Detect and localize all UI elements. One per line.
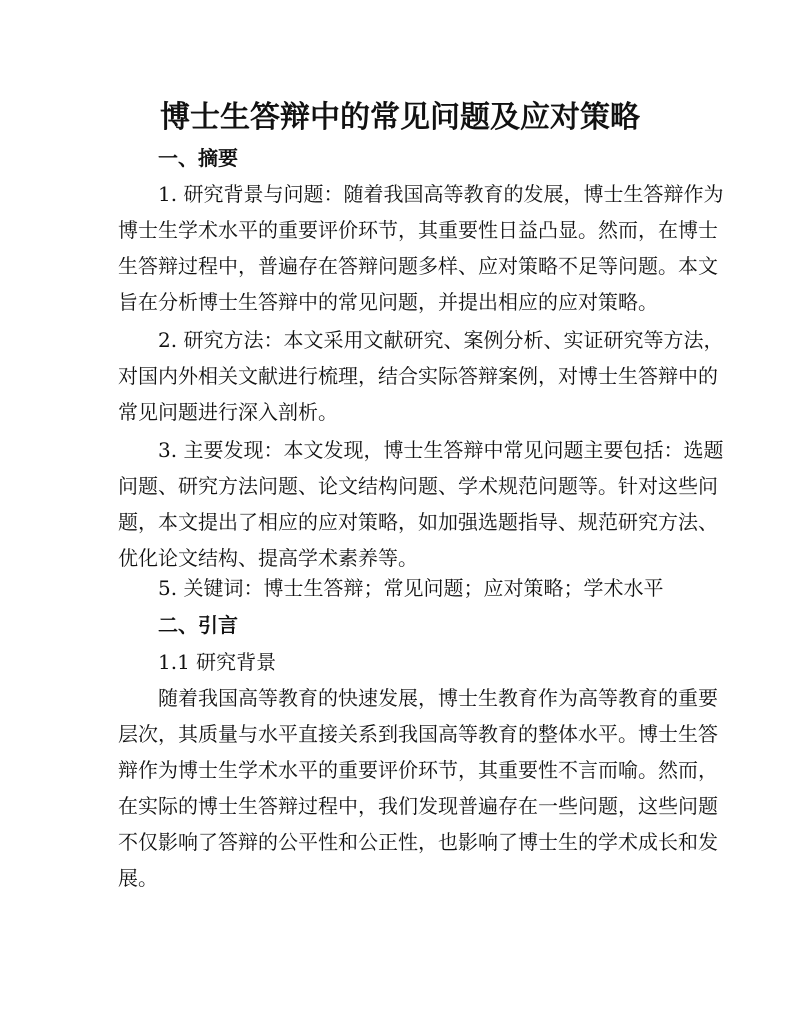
paragraph-line: 优化论文结构、提高学术素养等。: [118, 546, 418, 570]
document-title: 博士生答辩中的常见问题及应对策略: [160, 100, 640, 135]
section-heading-introduction: 二、引言: [158, 613, 238, 637]
paragraph-line: 层次，其质量与水平直接关系到我国高等教育的整体水平。博士生答: [118, 722, 718, 746]
paragraph-line: 生答辩过程中，普遍存在答辩问题多样、应对策略不足等问题。本文: [118, 254, 718, 278]
paragraph-line: 2. 研究方法：本文采用文献研究、案例分析、实证研究等方法，: [158, 328, 724, 352]
paragraph-line: 3. 主要发现：本文发现，博士生答辩中常见问题主要包括：选题: [158, 438, 724, 462]
paragraph-line: 常见问题进行深入剖析。: [118, 400, 338, 424]
paragraph-line: 辩作为博士生学术水平的重要评价环节，其重要性不言而喻。然而，: [118, 758, 718, 782]
paragraph-line: 1. 研究背景与问题：随着我国高等教育的发展，博士生答辩作为: [158, 182, 724, 206]
section-heading-abstract: 一、摘要: [158, 146, 238, 170]
paragraph-line: 题，本文提出了相应的应对策略，如加强选题指导、规范研究方法、: [118, 510, 718, 534]
paragraph-line: 对国内外相关文献进行梳理，结合实际答辩案例，对博士生答辩中的: [118, 364, 718, 388]
subsection-heading: 1.1 研究背景: [158, 650, 277, 674]
paragraph-line: 博士生学术水平的重要评价环节，其重要性日益凸显。然而，在博士: [118, 218, 718, 242]
paragraph-line: 不仅影响了答辩的公平性和公正性，也影响了博士生的学术成长和发: [118, 830, 718, 854]
paragraph-line: 旨在分析博士生答辩中的常见问题，并提出相应的应对策略。: [118, 290, 658, 314]
paragraph-line: 随着我国高等教育的快速发展，博士生教育作为高等教育的重要: [158, 686, 718, 710]
paragraph-line: 问题、研究方法问题、论文结构问题、学术规范问题等。针对这些问: [118, 474, 718, 498]
paragraph-line: 在实际的博士生答辩过程中，我们发现普遍存在一些问题，这些问题: [118, 794, 718, 818]
paragraph-line: 展。: [118, 866, 158, 890]
keywords-line: 5. 关键词：博士生答辩；常见问题；应对策略；学术水平: [158, 576, 664, 600]
